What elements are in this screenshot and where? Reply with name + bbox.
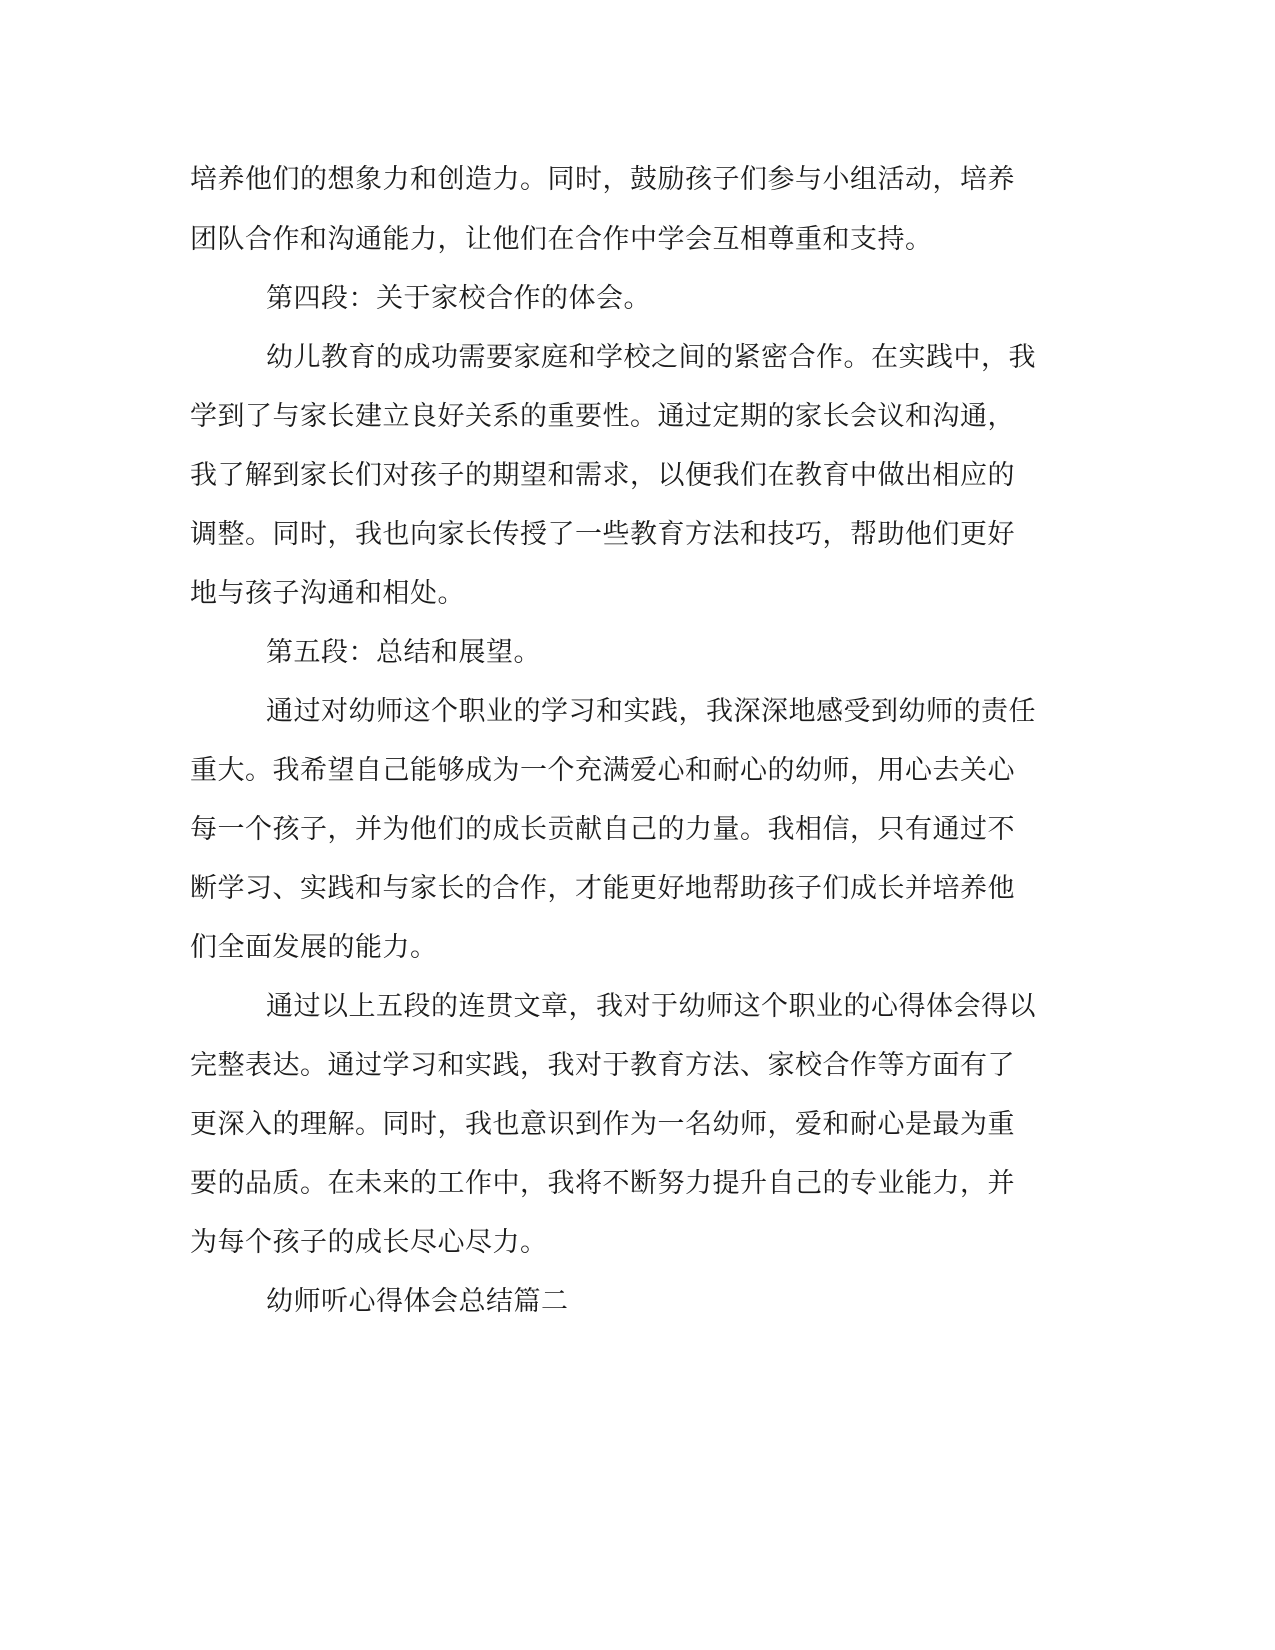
paragraph-line: 我了解到家长们对孩子的期望和需求，以便我们在教育中做出相应的 [190,460,1015,491]
paragraph-line: 断学习、实践和与家长的合作，才能更好地帮助孩子们成长并培养他 [190,873,1015,904]
paragraph-line: 为每个孩子的成长尽心尽力。 [190,1227,548,1258]
section-heading: 第四段：关于家校合作的体会。 [266,283,651,314]
paragraph-line: 重大。我希望自己能够成为一个充满爱心和耐心的幼师，用心去关心 [190,755,1015,786]
paragraph-line: 幼儿教育的成功需要家庭和学校之间的紧密合作。在实践中，我 [266,342,1036,373]
paragraph-line: 调整。同时，我也向家长传授了一些教育方法和技巧，帮助他们更好 [190,519,1015,550]
paragraph-line: 要的品质。在未来的工作中，我将不断努力提升自己的专业能力，并 [190,1168,1015,1199]
paragraph-line: 完整表达。通过学习和实践，我对于教育方法、家校合作等方面有了 [190,1050,1015,1081]
paragraph-line: 通过对幼师这个职业的学习和实践，我深深地感受到幼师的责任 [266,696,1036,727]
paragraph-line: 更深入的理解。同时，我也意识到作为一名幼师，爱和耐心是最为重 [190,1109,1015,1140]
paragraph-line: 们全面发展的能力。 [190,932,438,963]
paragraph-line: 通过以上五段的连贯文章，我对于幼师这个职业的心得体会得以 [266,991,1036,1022]
section-heading: 幼师听心得体会总结篇二 [266,1286,569,1317]
section-heading: 第五段：总结和展望。 [266,637,541,668]
paragraph-line: 团队合作和沟通能力，让他们在合作中学会互相尊重和支持。 [190,224,933,255]
paragraph-line: 每一个孩子，并为他们的成长贡献自己的力量。我相信，只有通过不 [190,814,1015,845]
paragraph-line: 学到了与家长建立良好关系的重要性。通过定期的家长会议和沟通， [190,401,1015,432]
paragraph-line: 培养他们的想象力和创造力。同时，鼓励孩子们参与小组活动，培养 [190,164,1015,195]
paragraph-line: 地与孩子沟通和相处。 [190,578,465,609]
